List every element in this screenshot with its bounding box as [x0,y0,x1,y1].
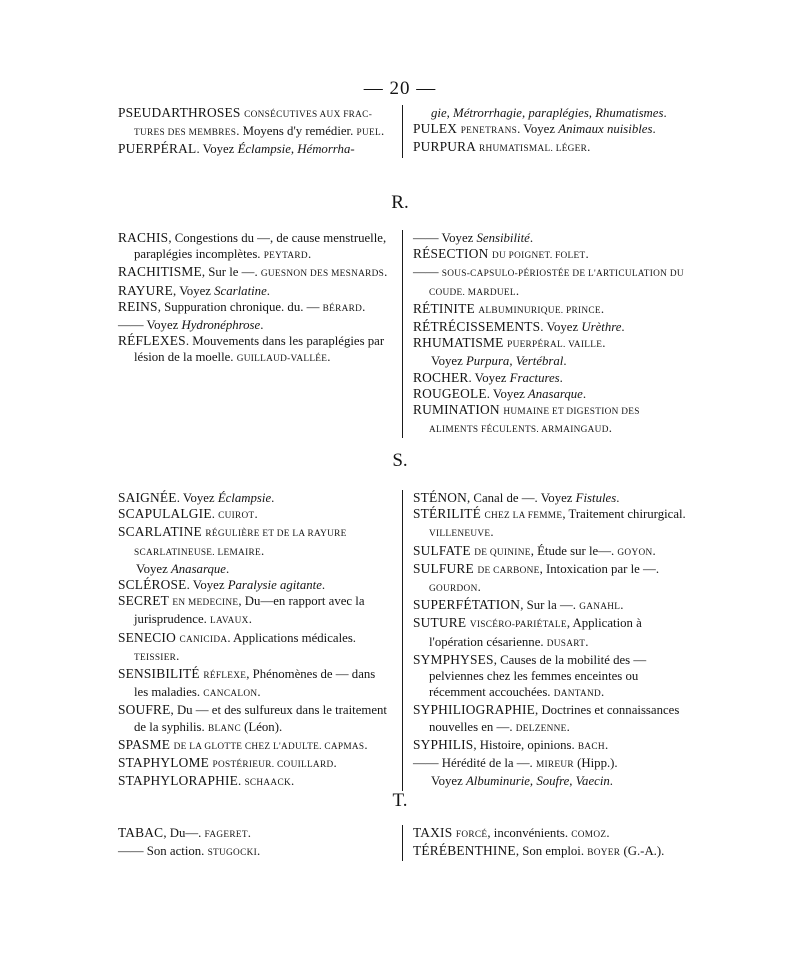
right-column [402,105,686,158]
entry-italic: Urèthre [581,320,622,335]
index-entry [118,490,392,506]
entry-text: . [663,106,667,120]
index-entry [413,843,686,861]
entry-headword: RACHITISME [118,264,202,280]
entry-smallcaps: BÉRARD [322,303,363,314]
entry-text: . [307,247,312,262]
entry-text: . [266,283,270,298]
index-entry [413,702,686,736]
section-p [118,105,686,158]
entry-text: . [477,580,481,595]
entry-headword: ROUGEOLE [413,385,487,401]
entry-headword: RACHIS [118,230,169,245]
index-entry [413,561,686,597]
entry-smallcaps: STUGOCKI [207,848,257,859]
entry-italic: gie, Métrorrhagie, paraplégies, Rhumatismes [431,106,664,120]
entry-text: . [652,122,656,137]
entry-smallcaps: DE LA GLOTTE CHEZ L'ADULTE. CAPMAS [173,741,365,752]
entry-smallcaps: DU POIGNET. FOLET [492,251,586,262]
index-entry [413,139,686,157]
entry-text: , Phénomènes de — dans les maladies. [134,667,376,700]
left-column [118,105,402,158]
index-entry [413,597,686,615]
index-entry [118,524,392,560]
section-r [118,230,686,438]
entry-smallcaps: RHUMATISMAL. LÉGER [478,144,588,155]
index-entry [118,283,392,299]
index-entry [118,593,392,629]
entry-text: . [257,685,261,700]
entry-text: . [256,844,261,859]
entry-smallcaps: GANAHL [579,602,621,613]
index-entry [413,402,686,438]
entry-text: . Voyez [186,578,228,593]
entry-text: . [585,247,589,262]
entry-headword: SCAPULALGIE [118,506,212,522]
entry-text: . [563,354,567,369]
entry-text: . [515,283,520,298]
entry-text: . Voyez [176,491,218,505]
entry-smallcaps: CONSÉCUTIVES AUX FRAC-TURES DES MEMBRES [134,110,373,139]
entry-italic: Albuminurie, Soufre, Vaecin [465,774,610,789]
index-entry [413,230,686,246]
entry-smallcaps: DE QUININE [474,547,531,558]
entry-smallcaps: DANTAND [553,689,602,700]
section-t [118,825,686,861]
entry-text: , Causes de la mobilité des — pelviennes chez les femmes enceintes ou récemment accouchées. [429,652,647,700]
entry-text: . Voyez [196,142,238,157]
entry-text: —— Son action. [118,844,208,859]
entry-headword: RHUMATISME [413,335,508,351]
entry-italic: Purpura, Vertébral [465,354,564,369]
entry-headword: TÉRÉBENTHINE [413,843,516,859]
entry-headword: SULFURE [413,560,478,576]
index-entry [118,666,392,702]
entry-smallcaps: BLANC [207,723,241,734]
entry-italic: Paralysie agitante [227,578,322,593]
entry-headword: SYPHILIS [413,736,474,752]
index-entry [413,506,686,542]
entry-headword: SENECIO [118,629,180,645]
entry-headword: RÉTINITE [413,300,479,316]
entry-italic: Animaux nuisibles [558,122,653,137]
left-column [118,825,402,861]
entry-text: , Canal de —. Voyez [467,491,576,505]
entry-smallcaps: EN MEDECINE [172,598,239,609]
entry-text: (Hipp.). [573,756,618,771]
entry-smallcaps: COMOZ [571,830,607,840]
entry-italic: Fistules [575,491,617,505]
entry-headword: SUTURE [413,615,470,631]
index-entry [118,773,392,791]
index-entry [413,264,686,300]
entry-smallcaps: PUERPÉRAL. VAILLE [507,340,603,351]
entry-text: , Du — et des sulfureux dans le traitement de la syphilis. [134,703,387,734]
index-entry [413,319,686,335]
index-entry [413,825,686,843]
entry-smallcaps: POSTÉRIEUR. COUILLARD [212,760,334,771]
entry-smallcaps: ALBUMINURIQUE. PRINCE [478,305,601,316]
index-entry [413,615,686,651]
entry-text: . [621,320,625,335]
section-s [118,490,686,791]
entry-smallcaps: PEYTARD [263,251,308,262]
section-letter-t: T. [392,790,408,811]
entry-text: —— Hérédité de la —. [413,756,536,771]
right-column [402,825,686,861]
entry-smallcaps: BOYER [587,848,621,859]
entry-text: . [616,491,620,505]
index-entry [118,317,392,333]
right-column [402,230,686,438]
index-entry [118,230,392,264]
entry-text: . [600,301,605,316]
index-entry [413,737,686,755]
left-column [118,490,402,791]
entry-headword: PULEX [413,121,461,137]
entry-text: . [566,719,570,734]
entry-text: . [364,737,368,752]
entry-headword: ROCHER [413,369,469,385]
entry-text: . [238,774,245,789]
entry-headword: STAPHYLORAPHIE [118,773,239,789]
entry-text: . [247,826,251,840]
entry-smallcaps: SOUS-CAPSULO-PÉRIOSTÉE DE L'ARTICULATION DU COUDE. MARDUEL [429,269,684,298]
entry-text: . [225,561,230,576]
entry-headword: SUPERFÉTATION [413,597,521,613]
index-entry [413,490,686,506]
index-entry [118,737,392,755]
index-entry [118,577,392,593]
entry-text: . [254,507,258,522]
entry-text: . [260,318,264,333]
entry-text: (G.-A.). [620,844,665,859]
entry-text: . [321,578,326,593]
entry-headword: PURPURA [413,139,479,155]
index-entry [118,105,392,141]
entry-headword: STÉNON [413,490,468,505]
entry-text: , Étude sur le—. [530,543,618,558]
entry-smallcaps: RÉFLEXE [203,671,247,682]
entry-smallcaps: CANCALON [203,689,258,700]
entry-headword: TAXIS [413,825,456,840]
entry-text: , inconvénients. [487,826,572,840]
index-entry [413,353,686,369]
entry-text: . [620,598,624,613]
entry-headword: RÉSECTION [413,246,492,262]
entry-text: , Doctrines et connaissances nouvelles en —. [429,703,680,734]
entry-text: . [652,543,656,558]
section-letter-r: R. [391,192,409,213]
index-entry [413,652,686,703]
entry-text: . [490,525,494,540]
entry-headword: RAYURE [118,282,174,298]
entry-headword: SENSIBILITÉ [118,666,204,682]
entry-text: . [271,491,275,505]
entry-text: —— Voyez [118,318,182,333]
entry-smallcaps: FORCÉ [455,830,488,840]
entry-text: . [333,756,337,771]
entry-headword: PSEUDARTHROSES [118,105,245,120]
index-entry [413,543,686,561]
entry-italic: Éclampsie, Hémorrha- [237,142,355,157]
entry-text: . [604,737,609,752]
entry-headword: SCLÉROSE [118,577,187,593]
index-entry [413,301,686,319]
entry-smallcaps: GOURDON [429,584,478,595]
entry-text: . Voyez [517,122,559,137]
entry-text: . [601,685,605,700]
index-entry [118,702,392,736]
entry-smallcaps: TEISSIER [134,652,177,663]
entry-headword: SULFATE [413,542,475,558]
index-entry [118,141,392,157]
entry-text: . Voyez [486,386,528,401]
entry-headword: SCARLATINE [118,524,206,540]
entry-smallcaps: PENETRANS [460,126,518,137]
left-column [118,230,402,438]
entry-text: . [529,231,534,245]
entry-text: , Sur le —. [201,265,261,280]
entry-text: . Mouvements dans les paraplégies par lésion de la moelle. [134,334,385,365]
index-entry [118,755,392,773]
entry-text: , Son emploi. [515,844,588,859]
entry-smallcaps: VILLENEUVE [429,529,491,540]
entry-smallcaps: PUEL [356,128,381,139]
entry-headword: RÉFLEXES [118,333,186,349]
entry-text: . [606,826,610,840]
entry-smallcaps: LAVAUX [210,616,249,627]
entry-smallcaps: DUSART [546,638,586,649]
entry-smallcaps: SCHAACK [244,778,291,789]
entry-text: . Applications médicales. [227,630,357,645]
entry-text: Voyez [431,354,466,369]
entry-text: . [384,265,388,280]
right-column [402,490,686,791]
entry-text: . [582,386,587,401]
entry-text: . [609,774,613,789]
entry-smallcaps: MIREUR [535,760,574,771]
entry-smallcaps: GUESNON DES MESNARDS [260,269,385,280]
entry-headword: SOUFRE [118,702,171,718]
entry-italic: Fractures [509,370,560,385]
section-letter-s: S. [392,450,408,471]
entry-text: . [585,634,589,649]
entry-headword: PUERPÉRAL [118,141,197,157]
entry-text: , Histoire, opinions. [473,737,578,752]
entry-text: . [260,543,265,558]
index-entry [118,299,392,317]
entry-text: . Voyez [468,370,510,385]
entry-text: . [587,140,591,155]
entry-text: , Congestions du —, de cause menstruelle, paraplégies incomplètes. [134,231,387,262]
entry-italic: Anasarque [170,561,226,576]
entry-smallcaps: CUIROT [218,511,255,522]
index-entry [118,843,392,861]
entry-headword: RUMINATION [413,402,504,418]
entry-smallcaps: RÉGULIÈRE ET DE LA RAYURE SCARLATINEUSE. LEMAIRE [134,529,347,558]
entry-text: , Suppuration chronique. du. — [157,299,323,314]
entry-headword: SAIGNÉE [118,490,177,505]
index-entry [118,333,392,367]
entry-text: , Application à l'opération césarienne. [429,616,642,649]
index-entry [413,755,686,773]
index-entry [413,773,686,789]
index-entry [118,825,392,843]
entry-italic: Scarlatine [214,283,267,298]
entry-text: . [362,299,366,314]
entry-smallcaps: BACH [577,741,605,752]
entry-smallcaps: CHEZ LA FEMME [484,511,563,522]
entry-text: . Moyens d'y remédier. [236,124,357,139]
entry-headword: STÉRILITÉ [413,506,485,522]
entry-text: . [248,612,252,627]
entry-headword: REINS [118,298,158,314]
entry-text: —— [413,265,442,280]
index-entry [413,105,686,121]
index-entry [413,370,686,386]
entry-text: , Intoxication par le —. [539,561,660,576]
entry-text: . [608,421,612,436]
entry-smallcaps: GOYON [617,547,653,558]
entry-text: (Léon). [240,719,283,734]
entry-text: . [211,507,219,522]
page-number: — 20 — [363,78,437,99]
entry-smallcaps: DELZENNE [515,723,567,734]
entry-smallcaps: FAGERET [204,830,248,840]
entry-headword: SPASME [118,736,174,752]
entry-text: . [176,648,180,663]
entry-smallcaps: DE CARBONE [477,565,540,576]
index-entry [118,630,392,666]
entry-headword: RÉTRÉCISSEMENTS [413,319,541,335]
entry-headword: SECRET [118,593,173,609]
entry-text: . [380,124,385,139]
entry-italic: Éclampsie [217,491,272,505]
entry-text: Voyez [431,774,466,789]
entry-text: . [290,774,295,789]
entry-text: , Du—. [163,826,205,840]
entry-text: , Sur la —. [520,598,580,613]
entry-text: Voyez [136,561,171,576]
entry-smallcaps: GUILLAUD-VALLÉE [236,354,328,365]
index-entry [413,335,686,353]
entry-text: . Voyez [540,320,582,335]
entry-text: . [559,370,563,385]
entry-headword: SYPHILIOGRAPHIE [413,702,536,718]
entry-headword: TABAC [118,825,164,840]
index-entry [118,264,392,282]
entry-smallcaps: CANICIDA [179,634,228,645]
entry-italic: Sensibilité [476,231,530,245]
index-entry [118,506,392,524]
entry-italic: Anasarque [527,386,583,401]
entry-text: , Traitement chirurgical. [562,507,686,522]
index-entry [413,246,686,264]
entry-text: —— Voyez [413,231,477,245]
index-entry [413,386,686,402]
entry-smallcaps: VISCÉRO-PARIÉTALE [469,620,567,631]
entry-headword: STAPHYLOME [118,755,213,771]
index-entry [118,561,392,577]
entry-italic: Hydronéphrose [181,318,261,333]
entry-text: . [602,336,606,351]
entry-smallcaps: HUMAINE ET DIGESTION DES ALIMENTS FÉCULENTS. ARMAINGAUD [429,407,640,436]
entry-text: . [327,350,331,365]
entry-text: , Du—en rapport avec la jurisprudence. [134,594,365,627]
entry-headword: SYMPHYSES [413,651,494,667]
entry-text: , Voyez [173,283,215,298]
index-entry [413,121,686,139]
